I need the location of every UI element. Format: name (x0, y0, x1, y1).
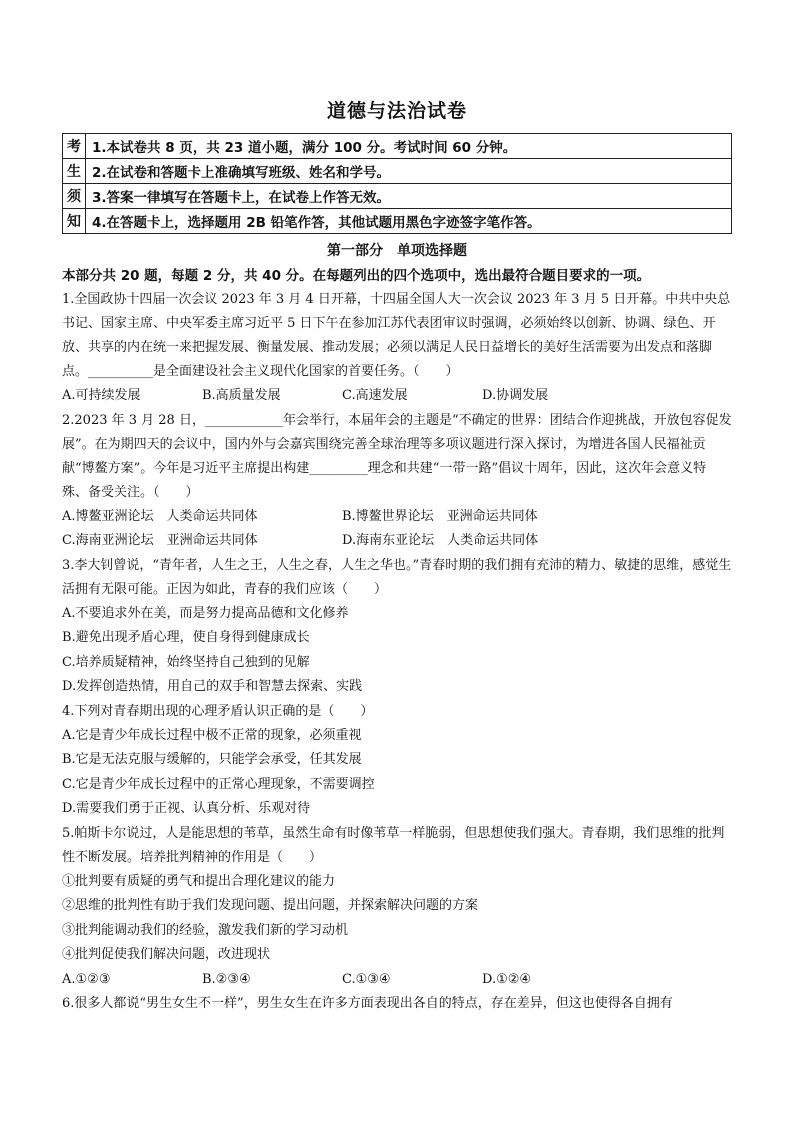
option-b: B.博鳌世界论坛 亚洲命运共同体 (342, 508, 538, 524)
option-d: D.海南东亚论坛 人类命运共同体 (342, 533, 539, 548)
option-a: A.①②③ (62, 971, 111, 987)
option-c: C.它是青少年成长过程中的正常心理现象，不需要调控 (62, 776, 375, 792)
statement-2: ②思维的批判性有助于我们发现问题、提出问题，并探索解决问题的方案 (62, 898, 479, 913)
statement-4: ④批判促使我们解决问题，改进现状 (62, 947, 271, 962)
option-b: B.避免出现矛盾心理，使自身得到健康成长 (62, 630, 310, 645)
option-b: B.②③④ (202, 971, 251, 987)
option-b: B.它是无法克服与缓解的，只能学会承受，任其发展 (62, 752, 362, 767)
notice-item: 1.本试卷共 8 页，共 23 道小题，满分 100 分。考试时间 60 分钟。 (92, 140, 517, 156)
notice-item: 3.答案一律填写在答题卡上，在试卷上作答无效。 (86, 184, 732, 209)
option-d: D.发挥创造热情，用自己的双手和智慧去探索、实践 (62, 679, 363, 694)
question-6-stem: 6.很多人都说“男生女生不一样”，男生女生在许多方面表现出各自的特点，存在差异，但这也使得各自拥有 (62, 996, 673, 1011)
notice-side-char: 须 (63, 184, 86, 209)
notice-item: 2.在试卷和答题卡上准确填写班级、姓名和学号。 (86, 159, 732, 184)
option-a: A.可持续发展 (62, 388, 141, 403)
notice-side-char: 生 (63, 159, 86, 184)
notice-side-char: 知 (63, 209, 86, 234)
option-d: D.协调发展 (482, 388, 549, 403)
option-d: D.需要我们勇于正视、认真分析、乐观对待 (62, 801, 311, 816)
question-1-stem: 1.全国政协十四届一次会议 2023 年 3 月 4 日开幕，十四届全国人大一次会议 2023 年 3 月 5 日开幕。中共中央总书记、国家主席、中央军委主席习近平 5 日下午在参加江苏代表团审议时强调，必须始终以创新、协调、绿色、开放、共享的内在统一来把握发展、衡量发展、推动发展；必须以满足人民日益增长的美好生活需要为出发点和落脚点。__________是全面建设社会主义现代化国家的首要任务。（ ） (62, 292, 731, 379)
question-2-stem: 2.2023 年 3 月 28 日，____________年会举行，本届年会的主题是“不确定的世界：团结合作迎挑战，开放包容促发展”。在为期四天的会议中，国内外与会嘉宾围绕完善全球治理等多项议题进行深入探讨，为增进各国人民福祉贡献“博鳌方案”。今年是习近平主席提出构建_________理念和共建“一带一路”倡议十周年，因此，这次年会意义特殊、备受关注。（ ） (62, 412, 732, 500)
option-c: C.①③④ (342, 971, 391, 987)
question-3-stem: 3.李大钊曾说，“青年者，人生之王，人生之春，人生之华也。”青春时期的我们拥有充沛的精力、敏捷的思维，感觉生活拥有无限可能。正因为如此，青春的我们应该（ ） (62, 557, 732, 597)
option-a: A.不要追求外在美，而是努力提高品德和文化修养 (62, 605, 349, 621)
option-d: D.①②④ (482, 971, 532, 987)
option-b: B.高质量发展 (202, 388, 281, 403)
question-2-options-row-1 (62, 505, 732, 530)
option-c: C.培养质疑精神，始终坚持自己独到的见解 (62, 654, 310, 670)
section-title: 第一部分 单项选择题 (327, 243, 467, 259)
option-c: C.海南亚洲论坛 亚洲命运共同体 (62, 533, 258, 548)
option-c: C.高速发展 (342, 388, 408, 403)
statement-3: ③批判能调动我们的经验，激发我们新的学习动机 (62, 922, 349, 938)
notice-side-char: 考 (63, 134, 86, 159)
page-title: 道德与法治试卷 (326, 100, 467, 122)
notice-item: 4.在答题卡上，选择题用 2B 铅笔作答，其他试题用黑色字迹签字笔作答。 (86, 209, 732, 234)
question-1-options (62, 384, 732, 409)
option-a: A.它是青少年成长过程中极不正常的现象，必须重视 (62, 727, 362, 743)
question-5-stem: 5.帕斯卡尔说过，人是能思想的苇草，虽然生命有时像苇草一样脆弱，但思想使我们强大。青春期，我们思维的批判性不断发展。培养批判精神的作用是（ ） (62, 825, 725, 865)
statement-1: ①批判要有质疑的勇气和提出合理化建议的能力 (62, 873, 336, 889)
option-a: A.博鳌亚洲论坛 人类命运共同体 (62, 508, 258, 524)
question-5-options (62, 968, 732, 993)
section-intro: 本部分共 20 题，每题 2 分，共 40 分。在每题列出的四个选项中，选出最符合题目要求的一项。 (62, 268, 651, 284)
exam-notice-box (62, 133, 732, 234)
question-2-options-row-2 (62, 529, 732, 554)
question-4-stem: 4.下列对青春期出现的心理矛盾认识正确的是（ ） (62, 703, 374, 719)
